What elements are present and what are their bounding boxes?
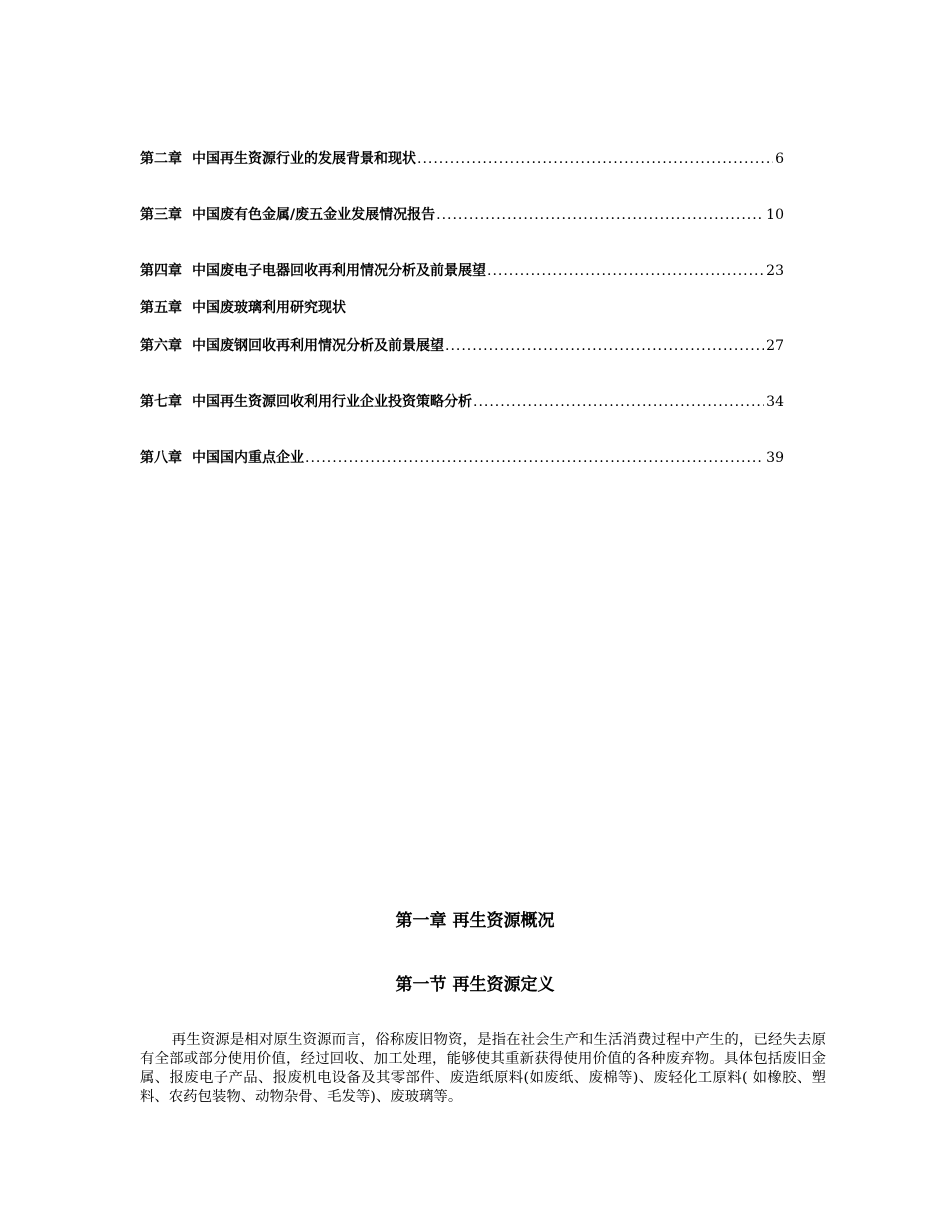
toc-chapter-title: 中国废钢回收再利用情况分析及前景展望 bbox=[192, 338, 444, 354]
toc-chapter-number: 第七章 bbox=[140, 394, 182, 410]
body-paragraph: 再生资源是相对原生资源而言，俗称废旧物资，是指在社会生产和生活消费过程中产生的，已经失去原有全部或部分使用价值，经过回收、加工处理，能够使其重新获得使用价值的各种废弃物。具体包括废旧金属、报废电子产品、报废机电设备及其零部件、废造纸原料(如废纸、废棉等)、废轻化工原料( 如橡胶、塑料、农药包装物、动物杂骨、毛发等)、废玻璃等。 bbox=[140, 1032, 826, 1105]
toc-entry-chapter-5[interactable] bbox=[140, 295, 784, 321]
toc-entry-chapter-6[interactable] bbox=[140, 333, 784, 359]
toc-dot-leader bbox=[445, 333, 764, 359]
toc-entry-chapter-4[interactable] bbox=[140, 258, 784, 284]
toc-chapter-title: 中国再生资源行业的发展背景和现状 bbox=[192, 151, 416, 167]
toc-chapter-number: 第六章 bbox=[140, 338, 182, 354]
toc-entry-chapter-7[interactable] bbox=[140, 389, 784, 415]
toc-page-number: 39 bbox=[766, 450, 784, 466]
chapter-heading: 第一章 再生资源概况 bbox=[395, 911, 555, 931]
toc-chapter-number: 第五章 bbox=[140, 300, 182, 316]
toc-chapter-number: 第三章 bbox=[140, 207, 182, 223]
toc-entry-chapter-8[interactable] bbox=[140, 445, 784, 471]
toc-page-number: 27 bbox=[766, 338, 784, 354]
toc-chapter-number: 第二章 bbox=[140, 151, 182, 167]
toc-chapter-title: 中国再生资源回收利用行业企业投资策略分析 bbox=[192, 394, 472, 410]
toc-chapter-title: 中国废玻璃利用研究现状 bbox=[192, 300, 346, 316]
toc-chapter-number: 第四章 bbox=[140, 263, 182, 279]
toc-entry-chapter-2[interactable] bbox=[140, 146, 784, 172]
toc-dot-leader bbox=[473, 389, 764, 415]
toc-chapter-title: 中国废有色金属/废五金业发展情况报告 bbox=[192, 207, 436, 223]
toc-chapter-title: 中国国内重点企业 bbox=[192, 450, 304, 466]
section-heading: 第一节 再生资源定义 bbox=[395, 975, 555, 995]
toc-dot-leader bbox=[305, 445, 764, 471]
toc-chapter-title: 中国废电子电器回收再利用情况分析及前景展望 bbox=[192, 263, 486, 279]
toc-page-number: 10 bbox=[766, 207, 784, 223]
toc-dot-leader bbox=[417, 146, 773, 172]
toc-chapter-number: 第八章 bbox=[140, 450, 182, 466]
toc-entry-chapter-3[interactable] bbox=[140, 202, 784, 228]
toc-page-number: 23 bbox=[766, 263, 784, 279]
toc-dot-leader bbox=[436, 202, 764, 228]
toc-dot-leader bbox=[487, 258, 764, 284]
toc-page-number: 6 bbox=[775, 151, 784, 167]
toc-page-number: 34 bbox=[766, 394, 784, 410]
